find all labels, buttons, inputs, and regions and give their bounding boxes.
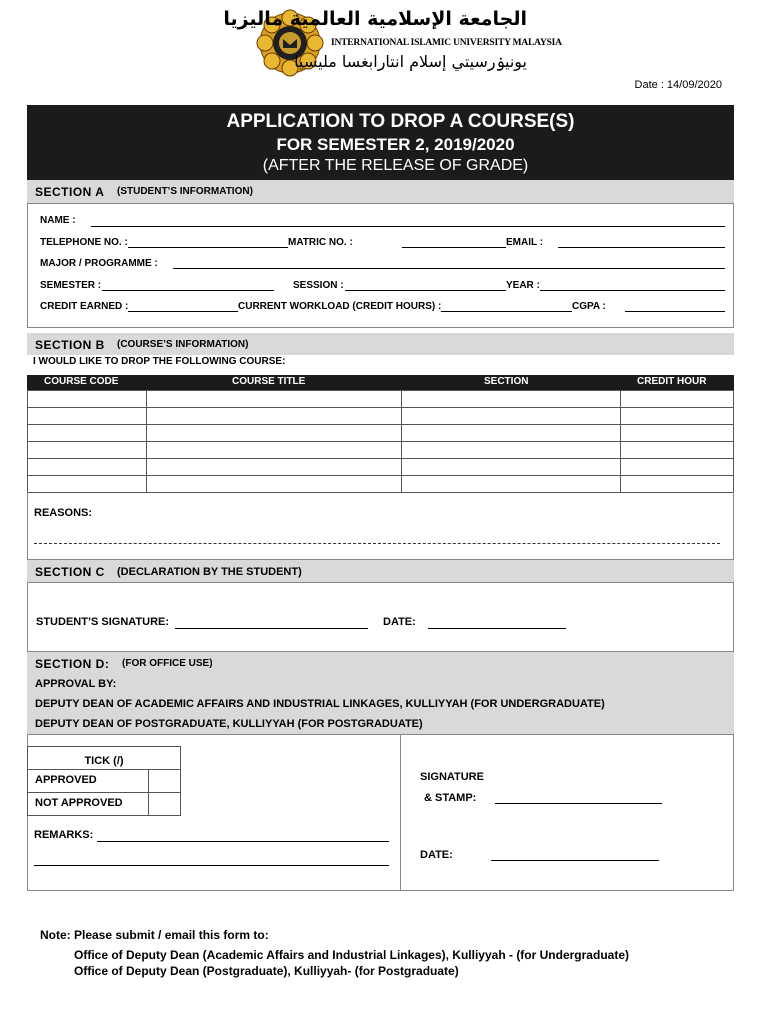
reasons-field[interactable] bbox=[34, 543, 720, 544]
remarks-label: REMARKS: bbox=[34, 829, 94, 841]
section-a-sub: (STUDENT’S INFORMATION) bbox=[117, 186, 253, 197]
cell-title[interactable] bbox=[146, 407, 402, 425]
cell-title[interactable] bbox=[146, 458, 402, 476]
table-row bbox=[27, 390, 734, 407]
semester-field[interactable] bbox=[102, 290, 274, 291]
section-a-label: SECTION A bbox=[35, 185, 105, 199]
tick-header bbox=[27, 746, 181, 770]
table-row bbox=[27, 424, 734, 441]
not-approved-tick-box[interactable] bbox=[148, 792, 181, 816]
cgpa-field[interactable] bbox=[625, 311, 725, 312]
name-label: NAME : bbox=[40, 215, 76, 226]
office-date-label: DATE: bbox=[420, 849, 453, 861]
student-signature-field[interactable] bbox=[175, 628, 368, 629]
col-section: SECTION bbox=[484, 376, 529, 387]
year-field[interactable] bbox=[540, 290, 725, 291]
tick-label: TICK (/) bbox=[84, 755, 124, 767]
cgpa-label: CGPA : bbox=[572, 301, 606, 312]
stamp-label: & STAMP: bbox=[424, 792, 477, 804]
major-label: MAJOR / PROGRAMME : bbox=[40, 258, 158, 269]
section-b-label: SECTION B bbox=[35, 338, 105, 352]
credit-earned-label: CREDIT EARNED : bbox=[40, 301, 129, 312]
title-line1: APPLICATION TO DROP A COURSE(S) bbox=[226, 111, 575, 132]
matric-label: MATRIC NO. : bbox=[288, 237, 353, 248]
col-credit-hour: CREDIT HOUR bbox=[637, 376, 707, 387]
cell-section[interactable] bbox=[401, 424, 621, 442]
table-row bbox=[27, 441, 734, 458]
section-d-divider bbox=[400, 734, 401, 891]
cell-section[interactable] bbox=[401, 475, 621, 493]
logo-jawi-name: يونيۏرسيتي إسلام انتارابغسا مليسيا bbox=[294, 52, 527, 71]
cell-section[interactable] bbox=[401, 441, 621, 459]
cell-section[interactable] bbox=[401, 407, 621, 425]
signature-label: SIGNATURE bbox=[420, 771, 484, 783]
major-field[interactable] bbox=[173, 268, 725, 269]
not-approved-cell bbox=[27, 792, 149, 816]
logo-arabic-name: الجامعة الإسلامية العالمية ماليزيا bbox=[223, 8, 527, 30]
course-table-header bbox=[27, 375, 734, 390]
cell-code[interactable] bbox=[27, 458, 147, 476]
cell-title[interactable] bbox=[146, 424, 402, 442]
not-approved-label: NOT APPROVED bbox=[35, 797, 123, 809]
cell-credit[interactable] bbox=[620, 390, 734, 408]
section-a-header bbox=[27, 180, 734, 203]
note-heading: Note: Please submit / email this form to: bbox=[40, 928, 269, 942]
telephone-label: TELEPHONE NO. : bbox=[40, 237, 128, 248]
tick-table bbox=[27, 746, 181, 816]
cell-code[interactable] bbox=[27, 390, 147, 408]
email-label: EMAIL : bbox=[506, 237, 544, 248]
matric-field[interactable] bbox=[402, 247, 506, 248]
cell-title[interactable] bbox=[146, 390, 402, 408]
workload-label: CURRENT WORKLOAD (CREDIT HOURS) : bbox=[238, 301, 442, 312]
cell-credit[interactable] bbox=[620, 441, 734, 459]
title-line2: FOR SEMESTER 2, 2019/2020 bbox=[276, 135, 515, 154]
workload-field[interactable] bbox=[441, 311, 572, 312]
university-logo bbox=[223, 8, 562, 80]
reasons-label: REASONS: bbox=[34, 507, 93, 519]
note-line1: Office of Deputy Dean (Academic Affairs and Industrial Linkages), Kulliyyah - (for Undergraduate) bbox=[74, 948, 629, 962]
session-label: SESSION : bbox=[293, 280, 344, 291]
date-line: Date : 14/09/2020 bbox=[634, 79, 722, 91]
cell-title[interactable] bbox=[146, 441, 402, 459]
remarks-field-2[interactable] bbox=[34, 865, 389, 866]
approved-cell bbox=[27, 769, 149, 793]
section-c-sub: (DECLARATION BY THE STUDENT) bbox=[117, 566, 302, 578]
table-row bbox=[27, 475, 734, 492]
cell-code[interactable] bbox=[27, 407, 147, 425]
table-row bbox=[27, 407, 734, 424]
section-b-intro: I WOULD LIKE TO DROP THE FOLLOWING COURSE: bbox=[33, 356, 286, 367]
col-course-title: COURSE TITLE bbox=[232, 376, 306, 387]
approved-tick-box[interactable] bbox=[148, 769, 181, 793]
telephone-field[interactable] bbox=[128, 247, 288, 248]
section-b-sub: (COURSE’S INFORMATION) bbox=[117, 339, 249, 350]
cell-code[interactable] bbox=[27, 441, 147, 459]
section-d-label: SECTION D: bbox=[35, 657, 110, 671]
section-d-sub: (FOR OFFICE USE) bbox=[122, 658, 213, 669]
semester-label: SEMESTER : bbox=[40, 280, 102, 291]
year-label: YEAR : bbox=[506, 280, 540, 291]
cell-code[interactable] bbox=[27, 424, 147, 442]
student-date-field[interactable] bbox=[428, 628, 566, 629]
student-date-label: DATE: bbox=[383, 616, 416, 628]
office-date-field[interactable] bbox=[491, 860, 659, 861]
table-row bbox=[27, 458, 734, 475]
cell-credit[interactable] bbox=[620, 475, 734, 493]
col-course-code: COURSE CODE bbox=[44, 376, 119, 387]
cell-credit[interactable] bbox=[620, 458, 734, 476]
approved-label: APPROVED bbox=[35, 774, 97, 786]
credit-earned-field[interactable] bbox=[128, 311, 238, 312]
cell-code[interactable] bbox=[27, 475, 147, 493]
section-c-header bbox=[27, 560, 734, 582]
section-c-label: SECTION C bbox=[35, 565, 105, 579]
name-field[interactable] bbox=[91, 226, 725, 227]
remarks-field-1[interactable] bbox=[97, 841, 389, 842]
cell-credit[interactable] bbox=[620, 424, 734, 442]
approver-postgraduate: DEPUTY DEAN OF POSTGRADUATE, KULLIYYAH (FOR POSTGRADUATE) bbox=[35, 718, 423, 730]
note-line2: Office of Deputy Dean (Postgraduate), Kulliyyah- (for Postgraduate) bbox=[74, 964, 459, 978]
signature-stamp-field[interactable] bbox=[495, 803, 662, 804]
logo-english-name: INTERNATIONAL ISLAMIC UNIVERSITY MALAYSIA bbox=[331, 38, 562, 48]
cell-title[interactable] bbox=[146, 475, 402, 493]
email-field[interactable] bbox=[558, 247, 725, 248]
title-block bbox=[27, 105, 734, 180]
course-table-body bbox=[27, 390, 734, 492]
approver-undergraduate: DEPUTY DEAN OF ACADEMIC AFFAIRS AND INDUSTRIAL LINKAGES, KULLIYYAH (FOR UNDERGRADUATE) bbox=[35, 698, 605, 710]
cell-section[interactable] bbox=[401, 390, 621, 408]
cell-credit[interactable] bbox=[620, 407, 734, 425]
approval-by: APPROVAL BY: bbox=[35, 678, 117, 690]
reasons-box bbox=[27, 492, 734, 560]
section-b-header bbox=[27, 333, 734, 355]
cell-section[interactable] bbox=[401, 458, 621, 476]
section-d-header bbox=[27, 652, 734, 734]
title-line3: (AFTER THE RELEASE OF GRADE) bbox=[262, 157, 529, 174]
student-signature-label: STUDENT’S SIGNATURE: bbox=[36, 616, 170, 628]
session-field[interactable] bbox=[345, 290, 506, 291]
